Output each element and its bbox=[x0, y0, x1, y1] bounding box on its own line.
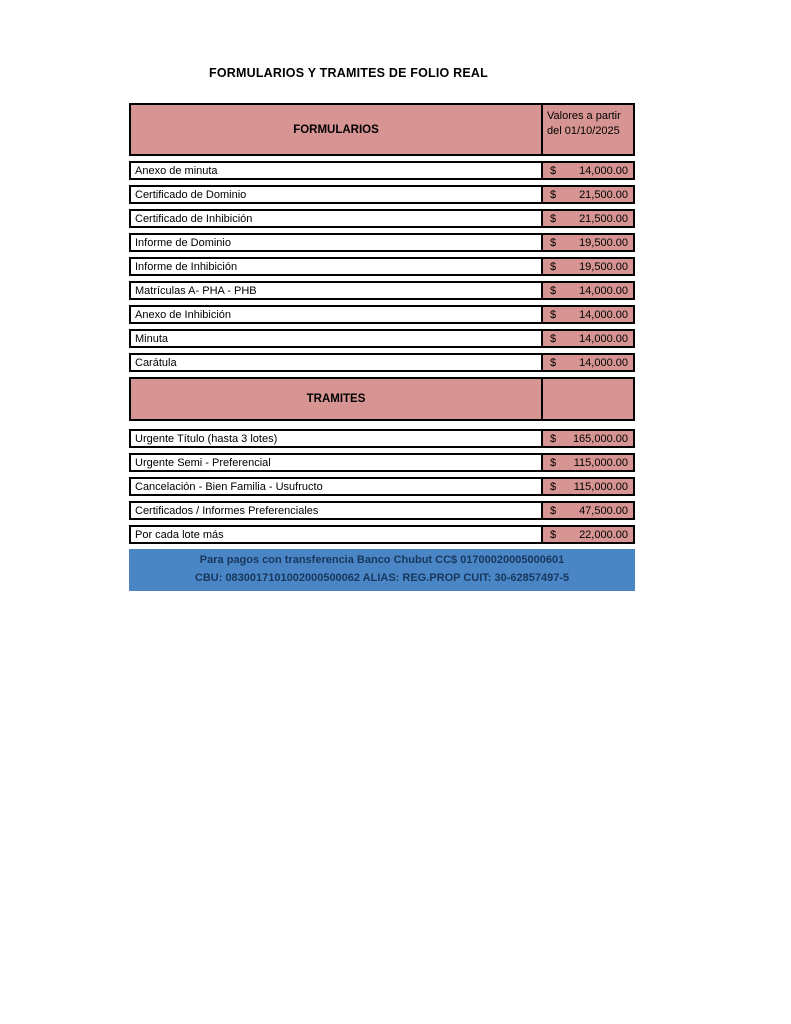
currency-symbol: $ bbox=[550, 260, 557, 273]
tramites-header-row bbox=[129, 377, 635, 421]
row-value-cell bbox=[541, 185, 635, 204]
row-label: Informe de Inhibición bbox=[129, 257, 541, 276]
row-value-cell bbox=[541, 477, 635, 496]
formularios-rows bbox=[129, 161, 635, 372]
amount: 14,000.00 bbox=[579, 284, 628, 297]
currency-symbol: $ bbox=[550, 332, 557, 345]
row-label: Matrículas A- PHA - PHB bbox=[129, 281, 541, 300]
amount: 14,000.00 bbox=[579, 164, 628, 177]
row-value-cell bbox=[541, 257, 635, 276]
row-label: Anexo de Inhibición bbox=[129, 305, 541, 324]
row-value-cell bbox=[541, 353, 635, 372]
amount: 21,500.00 bbox=[579, 212, 628, 225]
table-row bbox=[129, 305, 635, 324]
row-label: Cancelación - Bien Familia - Usufructo bbox=[129, 477, 541, 496]
table-row bbox=[129, 185, 635, 204]
table-row bbox=[129, 233, 635, 252]
table-row bbox=[129, 257, 635, 276]
formularios-header-label: FORMULARIOS bbox=[129, 103, 541, 156]
table-row bbox=[129, 161, 635, 180]
currency-symbol: $ bbox=[550, 284, 557, 297]
row-value-cell bbox=[541, 233, 635, 252]
currency-symbol: $ bbox=[550, 480, 557, 493]
row-label: Anexo de minuta bbox=[129, 161, 541, 180]
row-value-cell bbox=[541, 161, 635, 180]
row-value-cell bbox=[541, 329, 635, 348]
currency-symbol: $ bbox=[550, 212, 557, 225]
table-row bbox=[129, 453, 635, 472]
currency-symbol: $ bbox=[550, 188, 557, 201]
row-value-cell bbox=[541, 281, 635, 300]
table-row bbox=[129, 525, 635, 544]
amount: 21,500.00 bbox=[579, 188, 628, 201]
amount: 19,500.00 bbox=[579, 236, 628, 249]
amount: 115,000.00 bbox=[573, 480, 628, 493]
row-value-cell bbox=[541, 453, 635, 472]
page-title: FORMULARIOS Y TRAMITES DE FOLIO REAL bbox=[209, 66, 488, 80]
row-label: Carátula bbox=[129, 353, 541, 372]
row-value-cell bbox=[541, 429, 635, 448]
bank-transfer-line2: CBU: 0830017101002000500062 ALIAS: REG.PROP CUIT: 30-62857497-5 bbox=[194, 572, 570, 584]
row-label: Minuta bbox=[129, 329, 541, 348]
table-row bbox=[129, 429, 635, 448]
values-column-header: Valores a partir del 01/10/2025 bbox=[541, 103, 635, 156]
currency-symbol: $ bbox=[550, 164, 557, 177]
table-row bbox=[129, 477, 635, 496]
tramites-rows bbox=[129, 429, 635, 544]
row-label: Informe de Dominio bbox=[129, 233, 541, 252]
amount: 14,000.00 bbox=[579, 308, 628, 321]
currency-symbol: $ bbox=[550, 528, 557, 541]
row-label: Certificados / Informes Preferenciales bbox=[129, 501, 541, 520]
amount: 165,000.00 bbox=[572, 432, 628, 445]
bank-transfer-footer bbox=[129, 549, 635, 591]
formularios-header-row bbox=[129, 103, 635, 156]
bank-transfer-line1: Para pagos con transferencia Banco Chubut CC$ 01700020005000601 bbox=[199, 554, 565, 567]
table-row bbox=[129, 281, 635, 300]
row-value-cell bbox=[541, 501, 635, 520]
currency-symbol: $ bbox=[550, 432, 557, 445]
row-value-cell bbox=[541, 525, 635, 544]
amount: 115,000.00 bbox=[573, 456, 628, 469]
row-value-cell bbox=[541, 305, 635, 324]
row-label: Urgente Título (hasta 3 lotes) bbox=[129, 429, 541, 448]
amount: 14,000.00 bbox=[579, 332, 628, 345]
table-row bbox=[129, 501, 635, 520]
table-row bbox=[129, 209, 635, 228]
row-label: Por cada lote más bbox=[129, 525, 541, 544]
currency-symbol: $ bbox=[550, 456, 557, 469]
amount: 22,000.00 bbox=[579, 528, 628, 541]
fee-table bbox=[129, 103, 635, 591]
amount: 19,500.00 bbox=[579, 260, 628, 273]
tramites-header-label: TRAMITES bbox=[129, 377, 541, 421]
currency-symbol: $ bbox=[550, 356, 557, 369]
row-label: Certificado de Inhibición bbox=[129, 209, 541, 228]
row-label: Urgente Semi - Preferencial bbox=[129, 453, 541, 472]
amount: 47,500.00 bbox=[579, 504, 628, 517]
currency-symbol: $ bbox=[550, 236, 557, 249]
currency-symbol: $ bbox=[550, 504, 557, 517]
table-row bbox=[129, 353, 635, 372]
currency-symbol: $ bbox=[550, 308, 557, 321]
amount: 14,000.00 bbox=[579, 356, 628, 369]
row-value-cell bbox=[541, 209, 635, 228]
row-label: Certificado de Dominio bbox=[129, 185, 541, 204]
table-row bbox=[129, 329, 635, 348]
tramites-header-empty-cell bbox=[541, 377, 635, 421]
